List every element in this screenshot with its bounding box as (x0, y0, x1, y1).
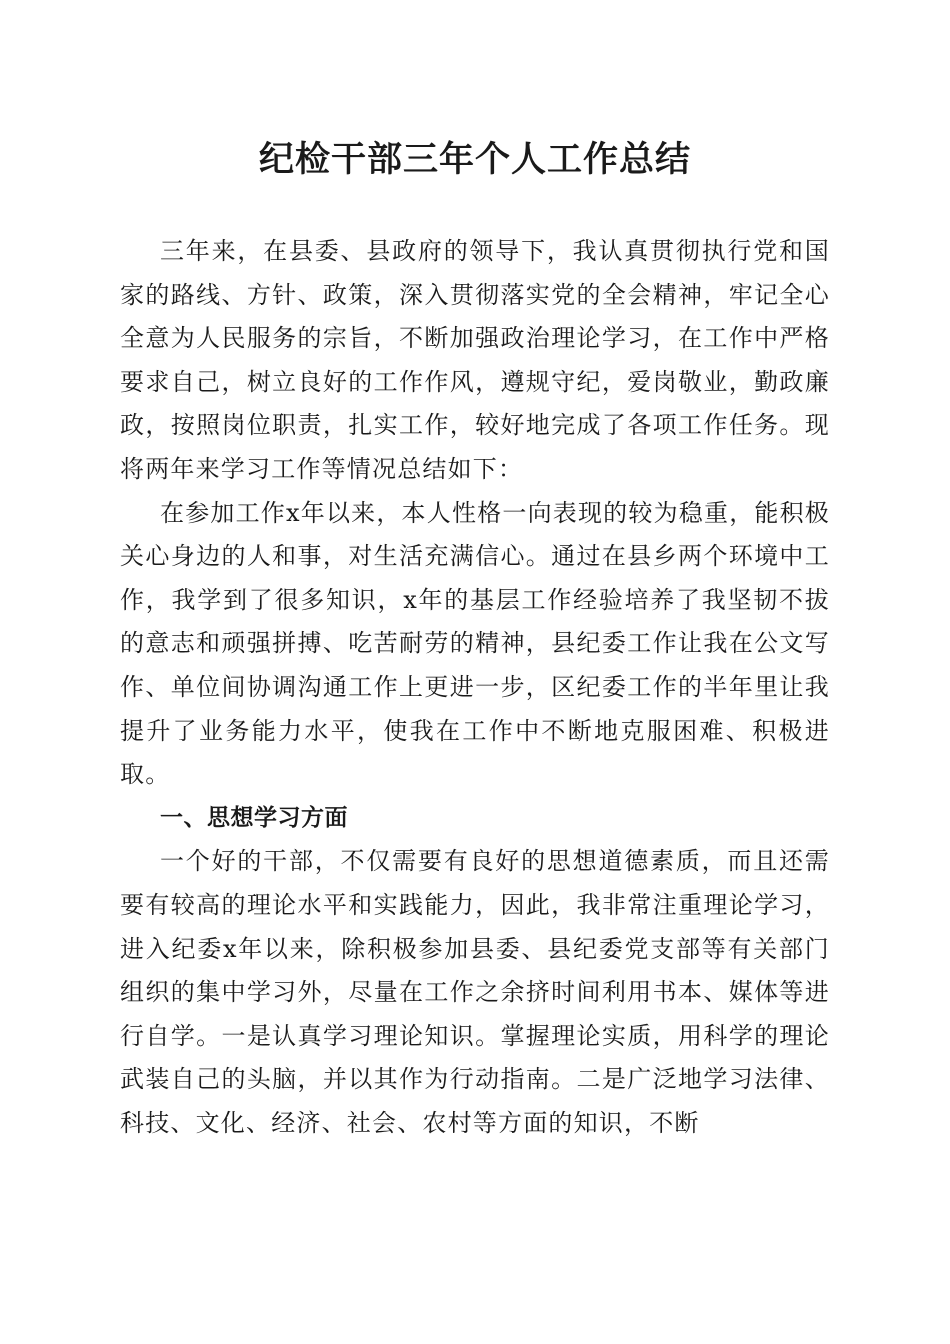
intro-paragraph: 三年来，在县委、县政府的领导下，我认真贯彻执行党和国家的路线、方针、政策，深入贯彻落实党的全会精神，牢记全心全意为人民服务的宗旨，不断加强政治理论学习，在工作中严格要求自己，树立良好的工作作风，遵规守纪，爱岗敬业，勤政廉政，按照岗位职责，扎实工作，较好地完成了各项工作任务。现将两年来学习工作等情况总结如下： (120, 237, 830, 483)
document-body (120, 230, 830, 1145)
document-title: 纪检干部三年个人工作总结 (258, 139, 691, 180)
section-heading-thought-study: 一、思想学习方面 (160, 804, 348, 831)
experience-paragraph: 在参加工作x年以来，本人性格一向表现的较为稳重，能积极关心身边的人和事，对生活充满信心。通过在县乡两个环境中工作，我学到了很多知识，x年的基层工作经验培养了我坚韧不拔的意志和顽强拼搏、吃苦耐劳的精神，县纪委工作让我在公文写作、单位间协调沟通工作上更进一步，区纪委工作的半年里让我提升了业务能力水平，使我在工作中不断地克服困难、积极进取。 (120, 498, 830, 789)
thought-study-paragraph: 一个好的干部，不仅需要有良好的思想道德素质，而且还需要有较高的理论水平和实践能力，因此，我非常注重理论学习，进入纪委x年以来，除积极参加县委、县纪委党支部等有关部门组织的集中学习外，尽量在工作之余挤时间利用书本、媒体等进行自学。一是认真学习理论知识。掌握理论实质，用科学的理论武装自己的头脑，并以其作为行动指南。二是广泛地学习法律、科技、文化、经济、社会、农村等方面的知识，不断 (120, 847, 830, 1137)
